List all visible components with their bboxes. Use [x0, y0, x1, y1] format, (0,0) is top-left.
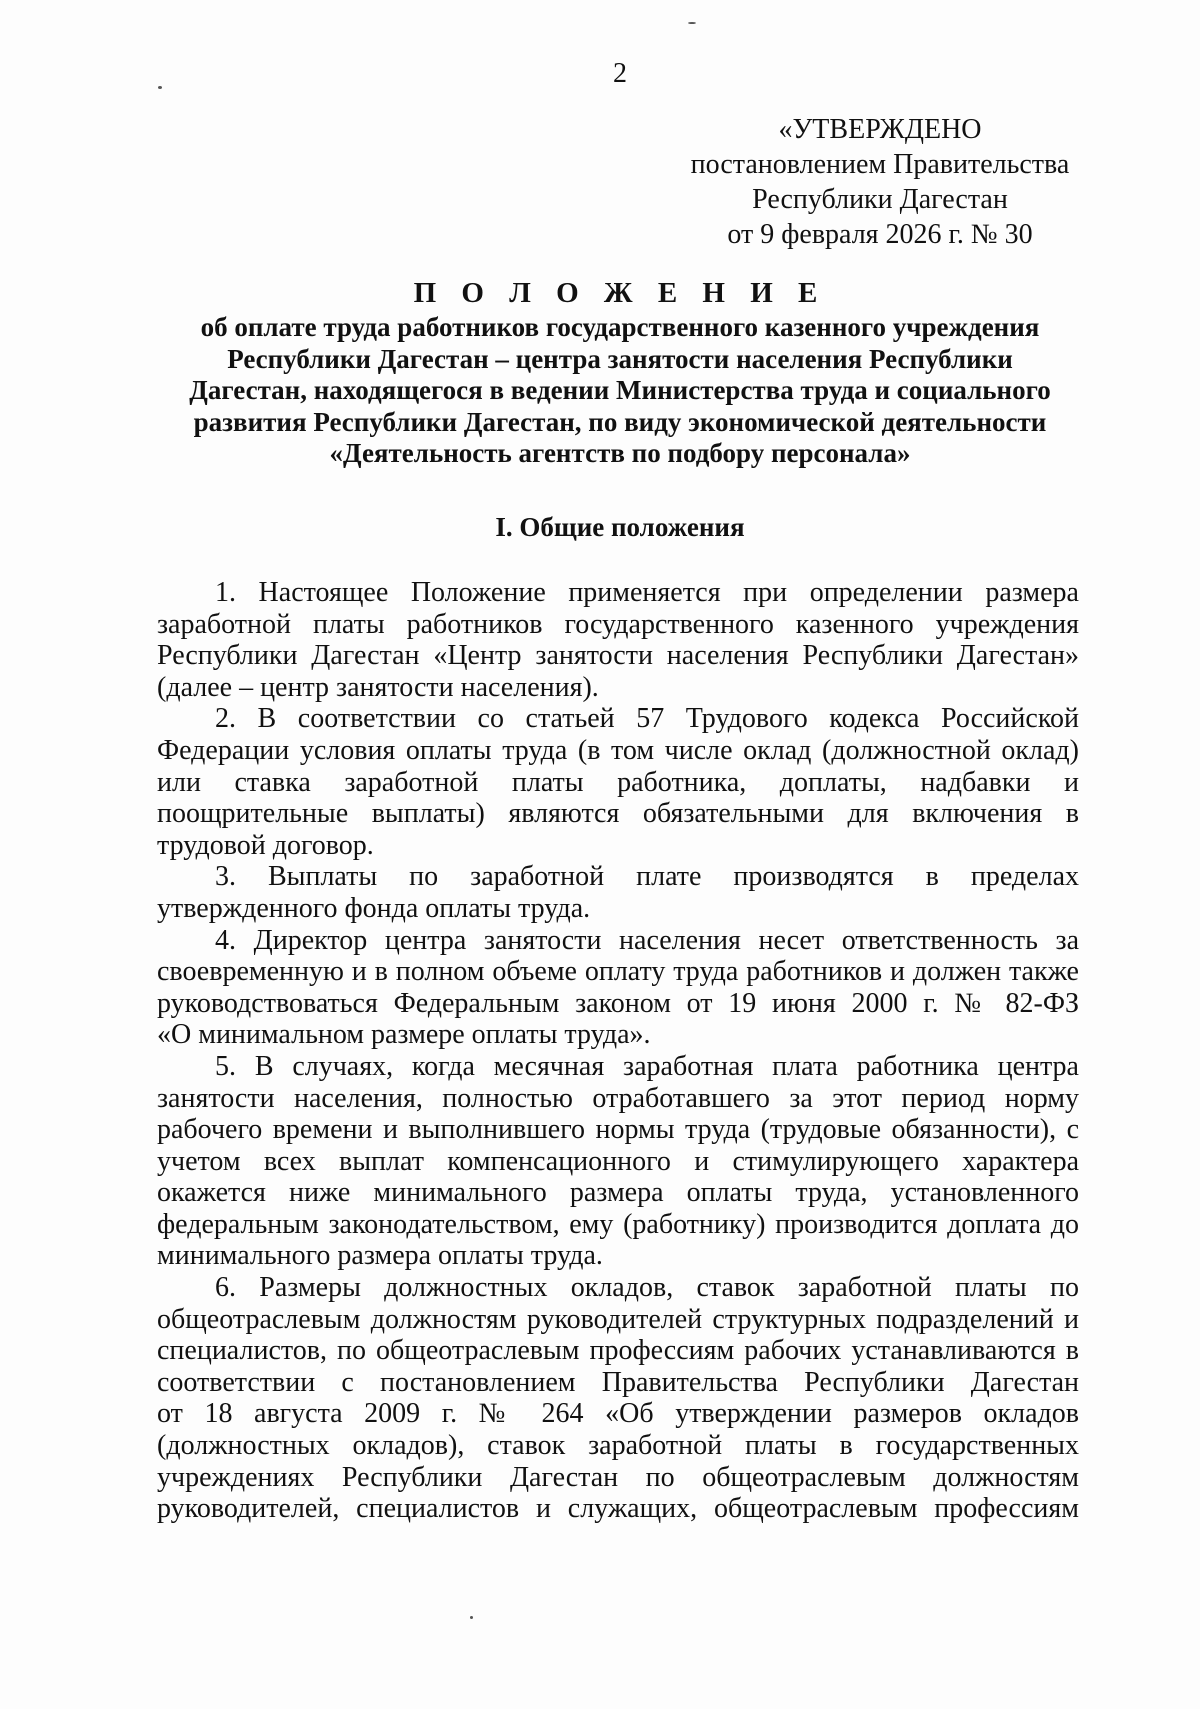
body-line: специалистов, по общеотраслевым профессиям рабочих устанавливаются в: [157, 1335, 1079, 1367]
approval-line: постановлением Правительства: [690, 149, 1070, 180]
document-title: П О Л О Ж Е Н И Е: [413, 277, 827, 309]
body-line: учреждениях Республики Дагестан по общеотраслевым должностям: [157, 1461, 1079, 1493]
body-line: соответствии с постановлением Правительства Республики Дагестан: [157, 1366, 1079, 1398]
body-line: «О минимальном размере оплаты труда».: [157, 1019, 651, 1051]
subtitle-line: Дагестан, находящегося в ведении Министерства труда и социального: [189, 375, 1051, 405]
approval-line: от 9 февраля 2026 г. № 30: [727, 219, 1033, 250]
approval-line: «УТВЕРЖДЕНО: [778, 114, 982, 145]
body-line: 2. В соответствии со статьей 57 Трудового кодекса Российской: [215, 703, 1079, 735]
body-line: окажется ниже минимального размера оплаты труда, установленного: [157, 1177, 1079, 1209]
page-number: 2: [613, 58, 627, 89]
document-body: [157, 577, 1079, 1525]
body-line: учетом всех выплат компенсационного и стимулирующего характера: [157, 1145, 1079, 1177]
body-line: 6. Размеры должностных окладов, ставок заработной платы по: [215, 1272, 1079, 1304]
body-line: федеральным законодательством, ему (работнику) производится доплата до: [157, 1208, 1079, 1240]
subtitle-line: Республики Дагестан – центра занятости населения Республики: [227, 343, 1013, 374]
body-line: заработной платы работников государственного казенного учреждения: [157, 608, 1079, 640]
subtitle-line: развития Республики Дагестан, по виду экономической деятельности: [193, 406, 1047, 437]
body-line: занятости населения, полностью отработавшего за этот период норму: [157, 1082, 1079, 1114]
approval-stamp: [660, 112, 1100, 252]
body-line: трудовой договор.: [157, 829, 374, 861]
body-line: (должностных окладов), ставок заработной платы в государственных: [157, 1430, 1079, 1462]
scan-speck: [688, 22, 696, 24]
scan-speck: [470, 1616, 473, 1619]
body-line: утвержденного фонда оплаты труда.: [157, 892, 591, 924]
subtitle-line: об оплате труда работников государственного казенного учреждения: [200, 312, 1040, 342]
body-line: от 18 августа 2009 г. № 264 «Об утверждении размеров окладов: [157, 1398, 1079, 1430]
body-line: Республики Дагестан «Центр занятости населения Республики Дагестан»: [157, 640, 1079, 672]
body-line: руководителей, специалистов и служащих, общеотраслевым профессиям: [157, 1493, 1079, 1525]
body-line: Федерации условия оплаты труда (в том числе оклад (должностной оклад): [157, 734, 1079, 766]
document-subtitle: [155, 312, 1085, 470]
body-line: руководствоваться Федеральным законом от 19 июня 2000 г. № 82-ФЗ: [157, 987, 1079, 1019]
body-line: (далее – центр занятости населения).: [157, 671, 599, 703]
body-line: поощрительные выплаты) являются обязательными для включения в: [157, 798, 1079, 830]
body-line: общеотраслевым должностям руководителей структурных подразделений и: [157, 1303, 1079, 1335]
body-line: рабочего времени и выполнившего нормы труда (трудовые обязанности), с: [157, 1114, 1079, 1146]
section-heading: I. Общие положения: [495, 512, 745, 542]
body-line: своевременную и в полном объеме оплату труда работников и должен также: [157, 956, 1079, 988]
body-line: 3. Выплаты по заработной плате производятся в пределах: [215, 861, 1079, 893]
body-line: 1. Настоящее Положение применяется при определении размера: [215, 577, 1079, 608]
body-line: минимального размера оплаты труда.: [157, 1240, 603, 1272]
subtitle-line: «Деятельность агентств по подбору персонала»: [329, 438, 911, 468]
body-line: 5. В случаях, когда месячная заработная плата работника центра: [215, 1050, 1079, 1082]
body-line: 4. Директор центра занятости населения несет ответственность за: [215, 924, 1079, 956]
body-line: или ставка заработной платы работника, доплаты, надбавки и: [157, 766, 1079, 798]
approval-line: Республики Дагестан: [752, 184, 1008, 215]
